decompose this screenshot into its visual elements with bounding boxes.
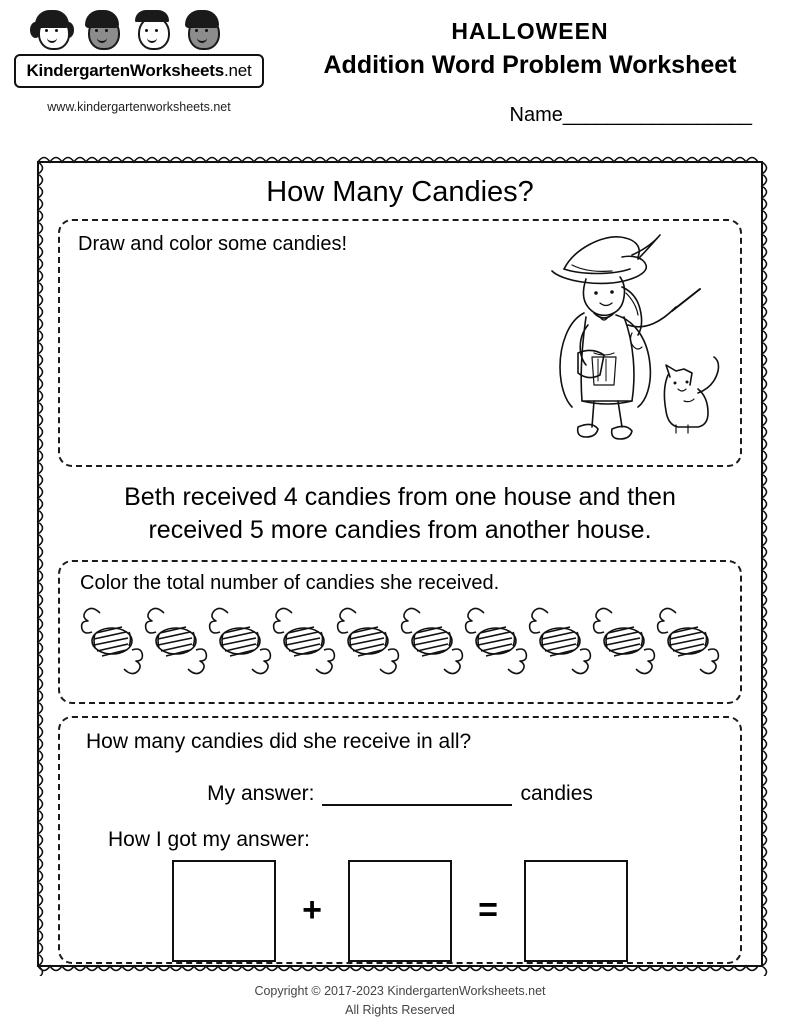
name-field-label[interactable]: Name_________________ xyxy=(509,104,752,126)
logo-word-kindergarten: Kindergarten xyxy=(26,61,130,80)
my-answer-row xyxy=(80,782,720,806)
site-logo[interactable] xyxy=(14,8,264,114)
title-main: Addition Word Problem Worksheet xyxy=(323,51,737,79)
drawing-area[interactable] xyxy=(58,219,742,467)
coloring-area[interactable] xyxy=(58,560,742,704)
kid-face-icon xyxy=(131,10,173,54)
coloring-instruction: Color the total number of candies she received. xyxy=(80,571,500,594)
drawing-instruction: Draw and color some candies! xyxy=(78,233,348,255)
candy-icon[interactable] xyxy=(144,603,208,677)
page-title: How Many Candies? xyxy=(266,176,534,208)
worksheet-frame xyxy=(28,152,772,976)
answer-unit-label: candies xyxy=(520,781,593,805)
title-theme: HALLOWEEN xyxy=(451,18,609,44)
kids-illustration xyxy=(31,8,247,54)
answer-blank-input[interactable] xyxy=(322,784,512,806)
candy-icon[interactable] xyxy=(272,603,336,677)
candy-icon[interactable] xyxy=(464,603,528,677)
worksheet-heading xyxy=(280,18,780,80)
candy-row xyxy=(74,603,726,677)
kid-face-icon xyxy=(181,10,223,54)
candy-icon[interactable] xyxy=(208,603,272,677)
candy-icon[interactable] xyxy=(336,603,400,677)
kid-face-icon xyxy=(81,10,123,54)
my-answer-label: My answer: xyxy=(207,781,315,805)
logo-word-tld: .net xyxy=(223,61,252,80)
page-footer xyxy=(0,982,800,1020)
kid-face-icon xyxy=(31,10,73,54)
logo-word-worksheets: Worksheets xyxy=(129,61,224,80)
candy-icon[interactable] xyxy=(80,603,144,677)
candy-icon[interactable] xyxy=(400,603,464,677)
story-line-2: received 5 more candies from another house. xyxy=(148,516,652,545)
equation-row xyxy=(80,860,720,962)
site-url: www.kindergartenworksheets.net xyxy=(47,100,231,114)
answer-area[interactable] xyxy=(58,716,742,964)
sum-box[interactable] xyxy=(524,860,628,962)
plus-icon: + xyxy=(302,891,322,929)
copyright-text: Copyright © 2017-2023 KindergartenWorksheets.net xyxy=(254,984,546,998)
page-header xyxy=(0,0,800,140)
addend-2-box[interactable] xyxy=(348,860,452,962)
equals-icon: = xyxy=(478,891,498,929)
logo-wordmark[interactable] xyxy=(14,54,264,88)
witch-illustration xyxy=(512,225,732,460)
candy-icon[interactable] xyxy=(656,603,720,677)
question-text: How many candies did she receive in all? xyxy=(86,729,472,753)
candy-icon[interactable] xyxy=(592,603,656,677)
candy-icon[interactable] xyxy=(528,603,592,677)
how-label: How I got my answer: xyxy=(108,827,310,851)
addend-1-box[interactable] xyxy=(172,860,276,962)
story-text xyxy=(62,481,738,548)
story-line-1: Beth received 4 candies from one house and then xyxy=(124,483,676,511)
rights-text: All Rights Reserved xyxy=(345,1002,455,1017)
